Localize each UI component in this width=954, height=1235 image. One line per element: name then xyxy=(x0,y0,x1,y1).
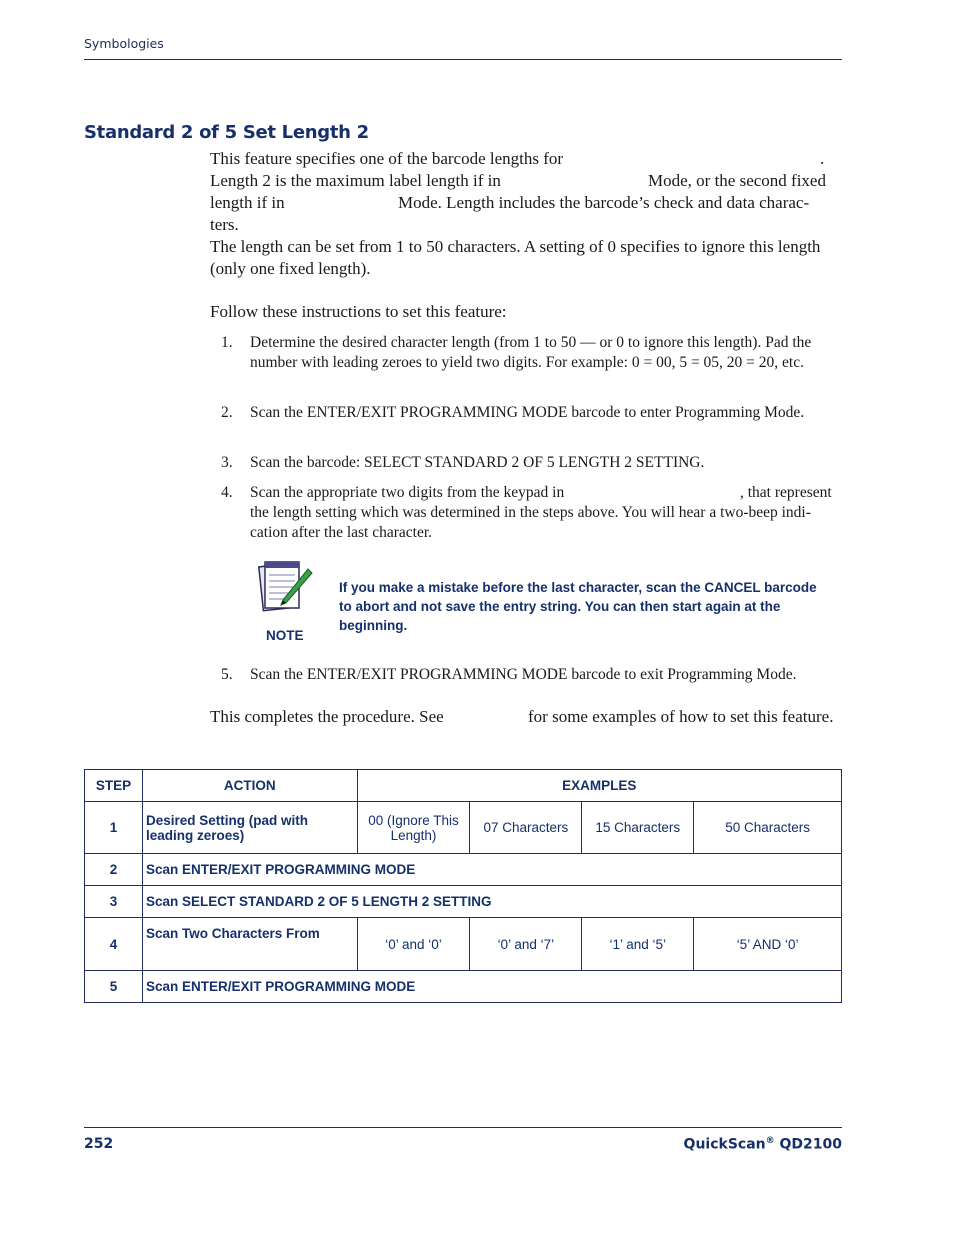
step-text-part: Scan the appropriate two digits from the keypad in xyxy=(250,484,565,501)
note-label: NOTE xyxy=(266,628,304,643)
step-text xyxy=(250,483,842,543)
table-row xyxy=(85,854,842,886)
intro-line: This feature specifies one of the barcode lengths for xyxy=(210,149,564,168)
example-cell: ‘0’ and ‘0’ xyxy=(357,918,470,971)
product-name xyxy=(684,1136,842,1153)
step-number: 2. xyxy=(221,404,233,421)
row-step: 3 xyxy=(85,886,143,918)
row-step: 1 xyxy=(85,802,143,854)
intro-line: Mode, or the second fixed xyxy=(648,171,826,190)
table-row xyxy=(85,918,842,971)
section-title: Standard 2 of 5 Set Length 2 xyxy=(84,122,369,143)
completes-text: This completes the procedure. See xyxy=(210,707,444,726)
step-number: 1. xyxy=(221,334,233,351)
step-text: Determine the desired character length (from 1 to 50 — or 0 to ignore this length). Pad the number with leading zeroes to yield two digits. For example: 0 = 00, 5 = 05, 20 = 20, etc. xyxy=(250,334,812,371)
table-header-row xyxy=(85,770,842,802)
row-action: Scan ENTER/EXIT PROGRAMMING MODE xyxy=(142,971,841,1003)
table-row xyxy=(85,971,842,1003)
step-text: Scan the ENTER/EXIT PROGRAMMING MODE barcode to exit Programming Mode. xyxy=(250,666,797,683)
example-cell: 07 Characters xyxy=(470,802,582,854)
step-text-part: cation after the last character. xyxy=(250,524,433,541)
step-text-part: the length setting which was determined in the steps above. You will hear a two-beep indi- xyxy=(250,504,811,521)
example-cell: ‘5’ AND ‘0’ xyxy=(694,918,842,971)
note-text: If you make a mistake before the last character, scan the CANCEL barcode to abort and not save the entry string. You can then start again at the beginning. xyxy=(339,580,817,633)
footer-divider xyxy=(84,1127,842,1128)
intro-paragraph xyxy=(210,148,842,280)
example-cell: ‘1’ and ‘5’ xyxy=(582,918,694,971)
product-brand: QuickScan xyxy=(683,1136,766,1153)
page-number: 252 xyxy=(84,1136,114,1152)
note-notepad-icon xyxy=(256,555,314,615)
table-row xyxy=(85,802,842,854)
table-row xyxy=(85,886,842,918)
header-action: ACTION xyxy=(142,770,357,802)
step-text: Scan the ENTER/EXIT PROGRAMMING MODE barcode to enter Programming Mode. xyxy=(250,404,805,421)
intro-line: (only one fixed length). xyxy=(210,259,371,278)
intro-line: The length can be set from 1 to 50 characters. A setting of 0 specifies to ignore this length xyxy=(210,237,821,256)
row-step: 4 xyxy=(85,918,143,971)
row-action: Desired Setting (pad with leading zeroes) xyxy=(142,802,357,854)
registered-mark: ® xyxy=(765,1136,775,1146)
intro-line: Length 2 is the maximum label length if in xyxy=(210,171,501,190)
row-action: Scan ENTER/EXIT PROGRAMMING MODE xyxy=(142,854,841,886)
intro-line: . xyxy=(820,149,825,168)
intro-line: Mode. Length includes the barcode’s check and data charac- xyxy=(398,193,810,212)
header-divider xyxy=(84,59,842,60)
completes-text: for some examples of how to set this feature. xyxy=(528,707,834,726)
example-cell: 15 Characters xyxy=(582,802,694,854)
header-examples: EXAMPLES xyxy=(357,770,841,802)
step-number: 5. xyxy=(221,666,233,683)
example-cell: 00 (Ignore This Length) xyxy=(357,802,470,854)
follow-instructions: Follow these instructions to set this feature: xyxy=(210,302,507,321)
row-action: Scan SELECT STANDARD 2 OF 5 LENGTH 2 SETTING xyxy=(142,886,841,918)
running-header: Symbologies xyxy=(84,36,164,51)
completes-paragraph xyxy=(210,706,842,728)
step-text-part: , that represent xyxy=(740,484,832,501)
row-action: Scan Two Characters From xyxy=(142,918,357,971)
row-step: 5 xyxy=(85,971,143,1003)
example-cell: ‘0’ and ‘7’ xyxy=(470,918,582,971)
step-number: 4. xyxy=(221,484,233,501)
examples-table xyxy=(84,769,842,1003)
header-step: STEP xyxy=(85,770,143,802)
example-cell: 50 Characters xyxy=(694,802,842,854)
intro-line: ters. xyxy=(210,215,239,234)
product-model: QD2100 xyxy=(774,1136,842,1153)
intro-line: length if in xyxy=(210,193,285,212)
step-text: Scan the barcode: SELECT STANDARD 2 OF 5 LENGTH 2 SETTING. xyxy=(250,454,705,471)
step-number: 3. xyxy=(221,454,233,471)
row-step: 2 xyxy=(85,854,143,886)
